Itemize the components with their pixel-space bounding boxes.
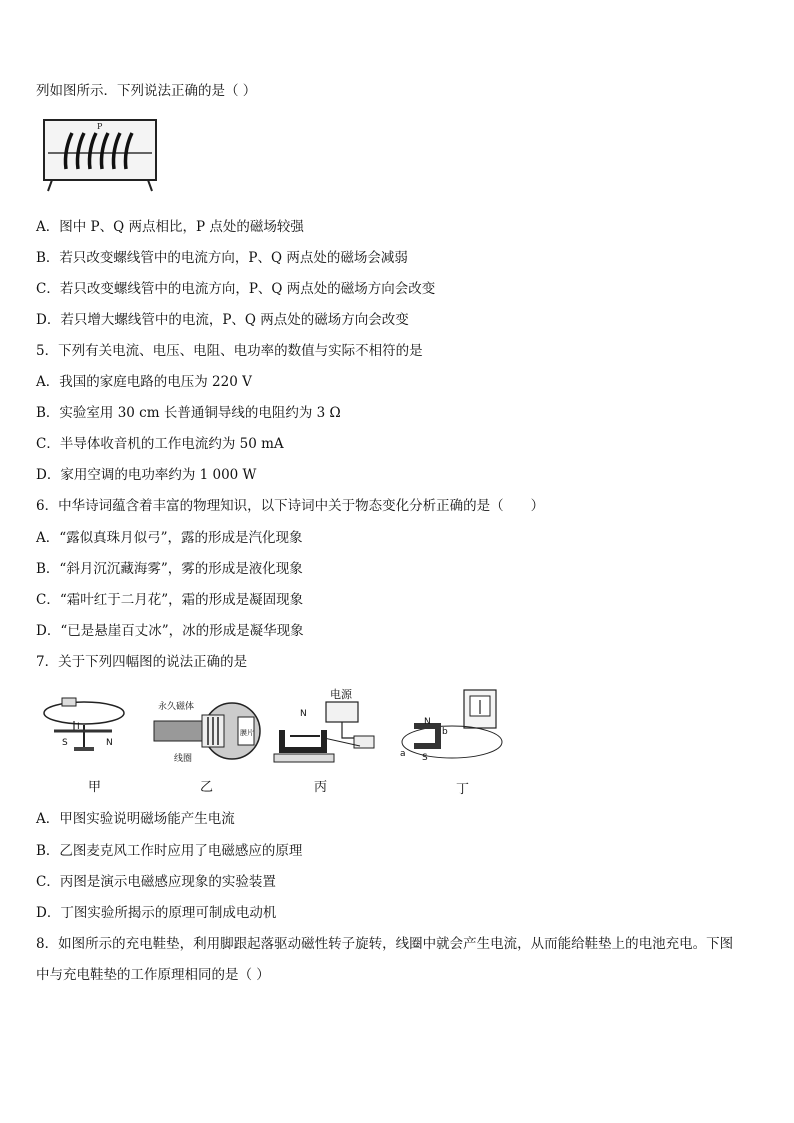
solenoid-label-p: P: [97, 122, 103, 131]
q7-option-d: D．丁图实验所揭示的原理可制成电动机: [36, 905, 277, 921]
q5-option-a: A．我国的家庭电路的电压为 220 V: [36, 374, 252, 390]
jia-south-label: S: [62, 738, 68, 748]
q4-option-b: B．若只改变螺线管中的电流方向，P、Q 两点处的磁场会减弱: [36, 250, 408, 266]
figure-yi: [152, 697, 268, 767]
jia-current-label: I: [77, 722, 80, 732]
bing-power-label: 电源: [330, 688, 352, 701]
caption-ding: 丁: [456, 782, 470, 797]
question-6: 6．中华诗词蕴含着丰富的物理知识，以下诗词中关于物态变化分析正确的是（ ）: [36, 498, 545, 514]
q6-option-a: A．“露似真珠月似弓”，露的形成是汽化现象: [36, 530, 303, 546]
q4-option-a: A．图中 P、Q 两点相比，P 点处的磁场较强: [36, 219, 304, 235]
question-4-intro: 列如图所示．下列说法正确的是（ ）: [36, 83, 257, 99]
q7-option-a: A．甲图实验说明磁场能产生电流: [36, 811, 235, 827]
caption-bing: 丙: [314, 780, 328, 795]
question-8-line-2: 中与充电鞋垫的工作原理相同的是（ ）: [36, 967, 270, 983]
q4-option-c: C．若只改变螺线管中的电流方向，P、Q 两点处的磁场方向会改变: [36, 281, 436, 297]
q7-option-c: C．丙图是演示电磁感应现象的实验装置: [36, 874, 276, 890]
yi-magnet-label: 永久磁体: [158, 702, 195, 712]
q4-option-d: D．若只增大螺线管中的电流，P、Q 两点处的磁场方向会改变: [36, 312, 409, 328]
q5-option-d: D．家用空调的电功率约为 1 000 W: [36, 467, 257, 483]
jia-north-label: N: [106, 738, 113, 748]
q7-option-b: B．乙图麦克风工作时应用了电磁感应的原理: [36, 843, 303, 859]
figure-bing: [270, 686, 382, 766]
caption-yi: 乙: [200, 780, 214, 795]
question-7: 7．关于下列四幅图的说法正确的是: [36, 654, 248, 670]
question-8-line-1: 8．如图所示的充电鞋垫，利用脚跟起落驱动磁性转子旋转，线圈中就会产生电流，从而能给鞋垫上的电池充电。下图: [36, 936, 734, 952]
figure-ding: [396, 686, 506, 766]
q5-option-c: C．半导体收音机的工作电流约为 50 mA: [36, 436, 284, 452]
q6-option-b: B．“斜月沉沉藏海雾”，雾的形成是液化现象: [36, 561, 303, 577]
ding-north-label: N: [424, 717, 431, 727]
ding-south-label: S: [422, 753, 428, 763]
figure-jia: [40, 695, 130, 757]
q6-option-c: C．“霜叶红于二月花”，霜的形成是凝固现象: [36, 592, 304, 608]
yi-coil-label: 线圈: [174, 754, 193, 764]
question-5: 5．下列有关电流、电压、电阻、电功率的数值与实际不相符的是: [36, 343, 423, 359]
bing-north-label: N: [300, 709, 307, 719]
yi-membrane-label: 膜片: [240, 729, 254, 737]
ding-a-label: a: [400, 749, 406, 759]
caption-jia: 甲: [88, 780, 102, 795]
q6-option-d: D．“已是悬崖百丈冰”，冰的形成是凝华现象: [36, 623, 304, 639]
ding-b-label: b: [442, 727, 448, 737]
q5-option-b: B．实验室用 30 cm 长普通铜导线的电阻约为 3 Ω: [36, 405, 341, 421]
solenoid-figure: [42, 117, 158, 193]
